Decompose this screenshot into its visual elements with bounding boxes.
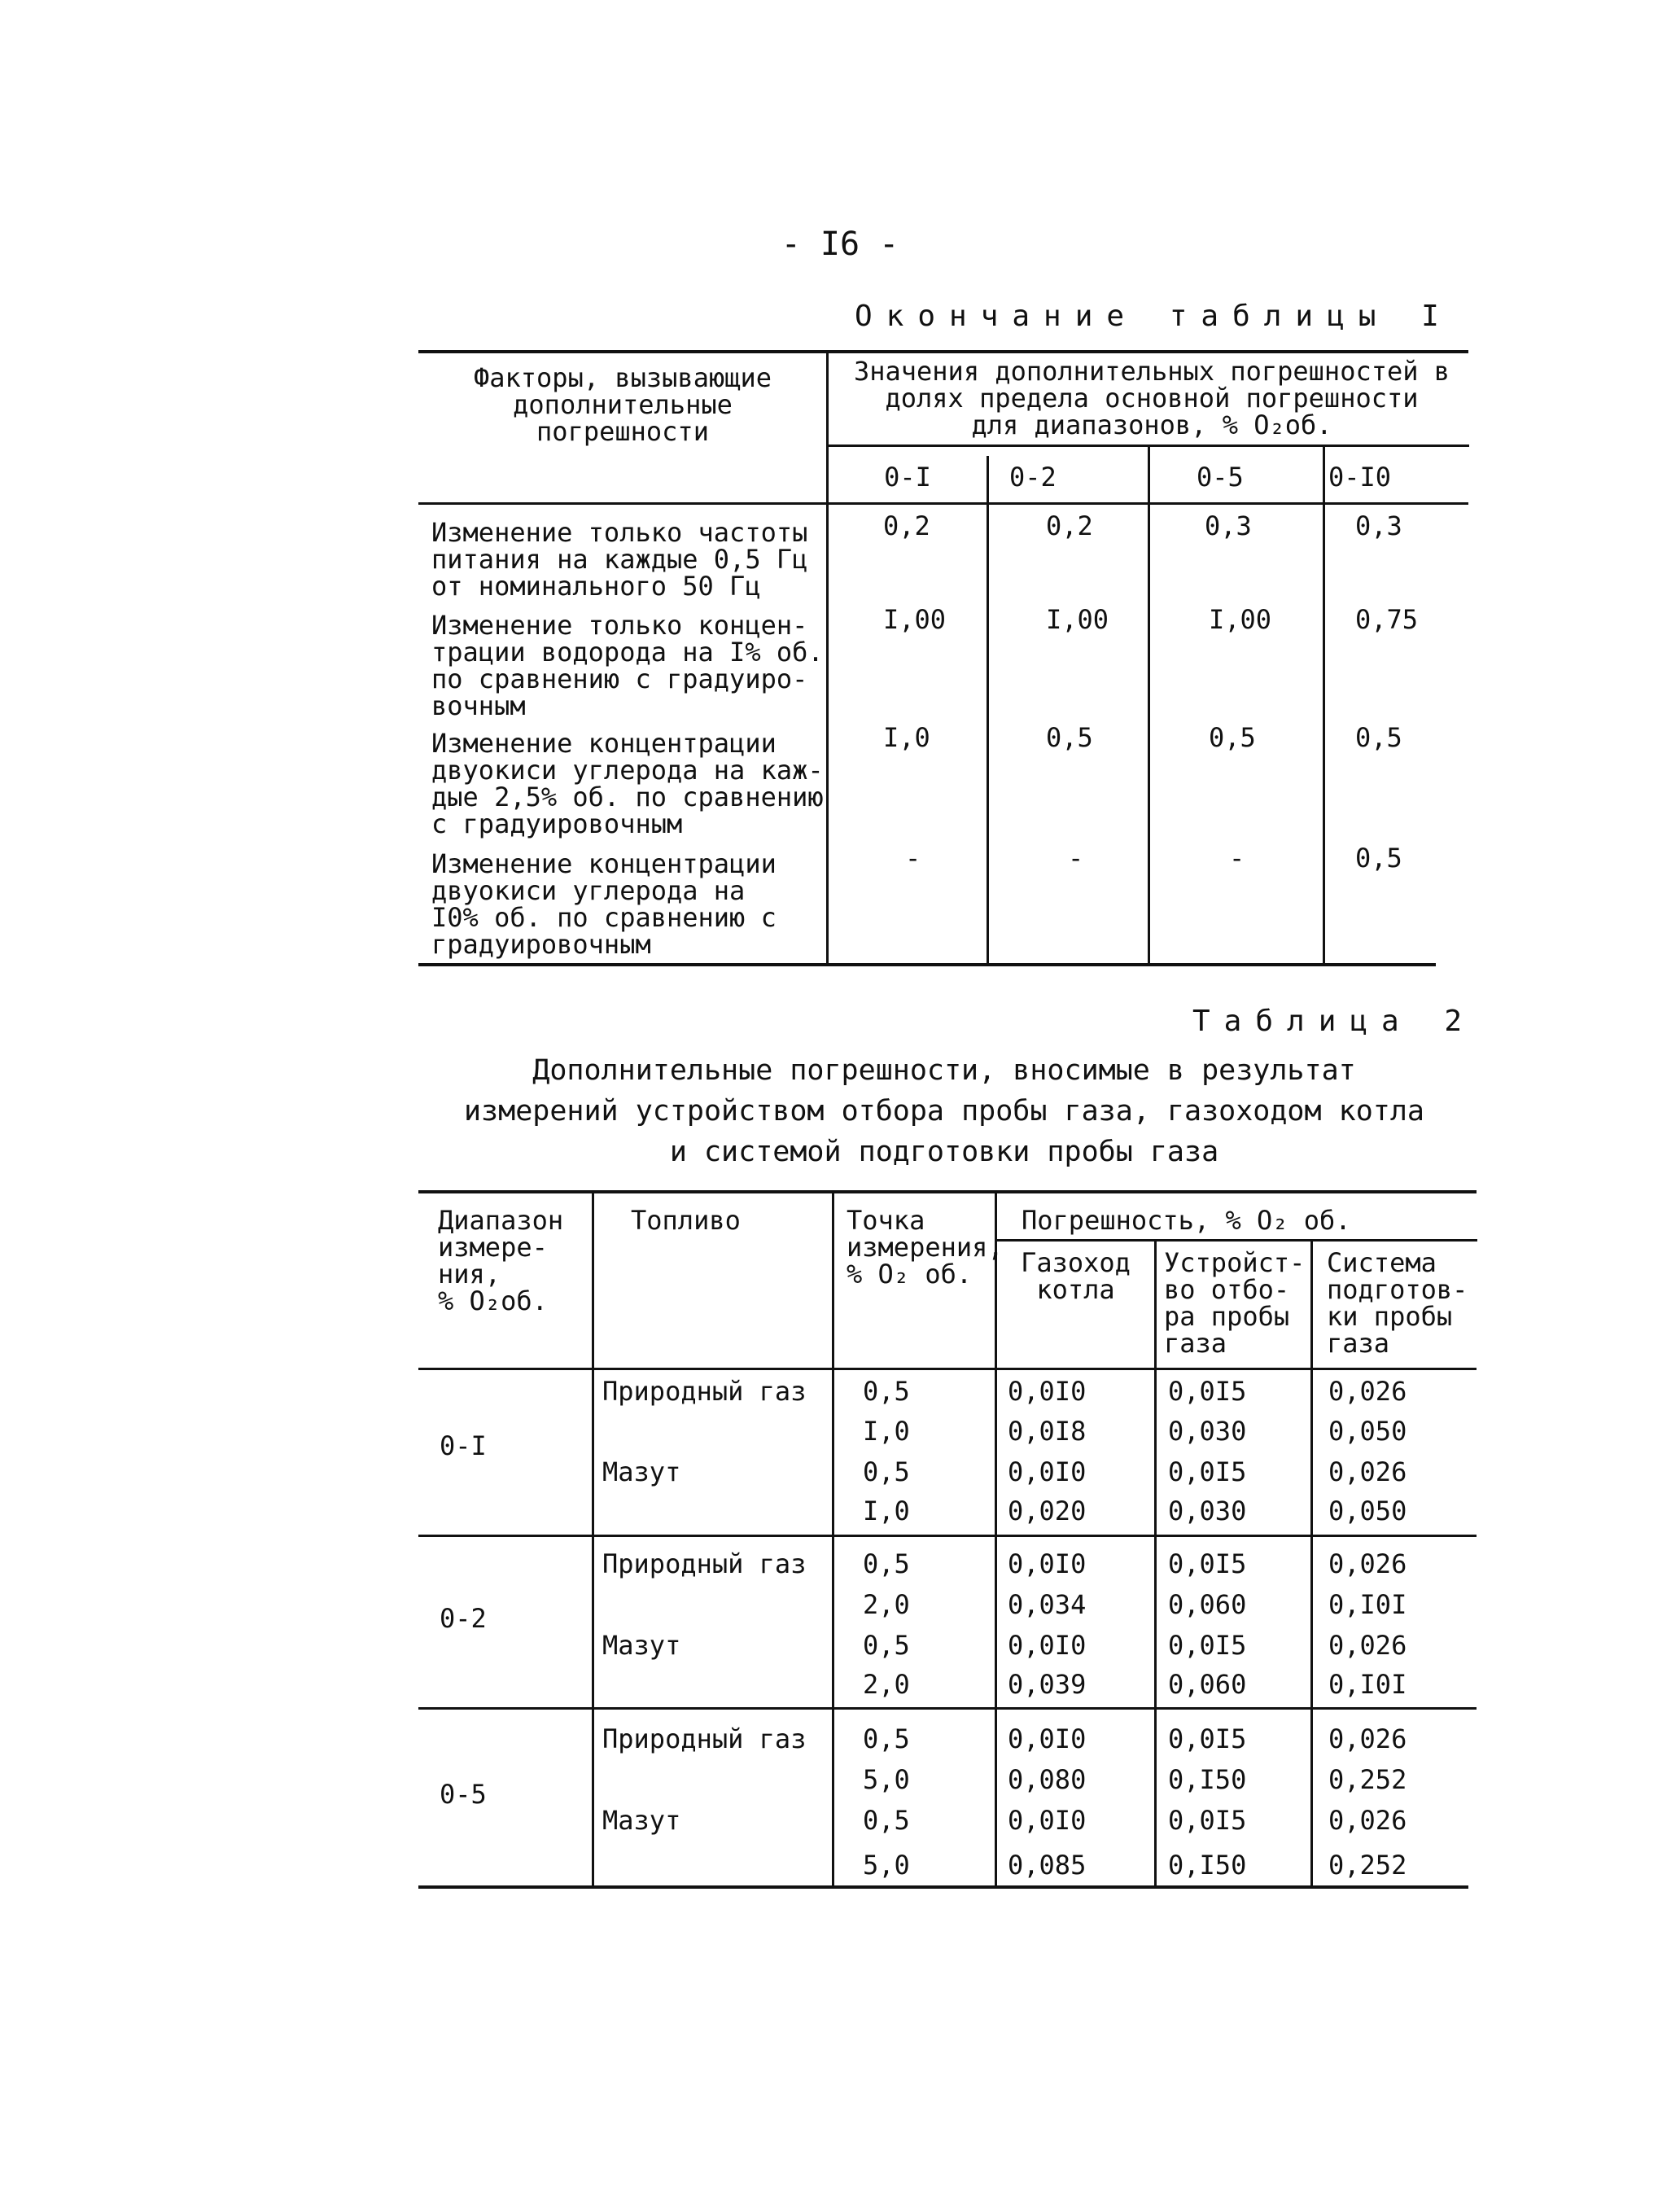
table2-g1-r1-fuel: Природный газ bbox=[602, 1376, 807, 1407]
table2-group2-rule bbox=[418, 1707, 1477, 1710]
table2-g2-r4-point: 2,0 bbox=[863, 1669, 910, 1700]
table2-g3-r1-point: 0,5 bbox=[863, 1723, 910, 1754]
table1-row2-factor: Изменение только концен- трации водорода на I% об. по сравнению с градуиро- вочным bbox=[431, 610, 824, 721]
table2-g3-r1-prep: 0,026 bbox=[1328, 1723, 1407, 1754]
table2-group3-range: 0-5 bbox=[440, 1779, 487, 1810]
table2-g3-r3-sampler: 0,0I5 bbox=[1168, 1805, 1247, 1836]
page-number: - I6 - bbox=[781, 226, 899, 263]
table1-vline-1 bbox=[987, 456, 989, 965]
table1-row3-v3: 0,5 bbox=[1209, 722, 1256, 753]
table2-group1-rule bbox=[418, 1535, 1477, 1537]
table1-range-0-2: 0-2 bbox=[1009, 462, 1057, 493]
table2-g1-r2-prep: 0,050 bbox=[1328, 1416, 1407, 1447]
table2-g1-r3-flue: 0,0I0 bbox=[1008, 1456, 1087, 1487]
table2-label: Таблица 2 bbox=[1192, 1005, 1477, 1038]
table2-g1-r2-sampler: 0,030 bbox=[1168, 1416, 1247, 1447]
table2-g3-r2-flue: 0,080 bbox=[1008, 1764, 1087, 1795]
table2-header-point: Точка измерения, % O₂ об. bbox=[847, 1205, 1004, 1290]
table1-row4-v3: - bbox=[1229, 843, 1245, 874]
table2-g2-r2-sampler: 0,060 bbox=[1168, 1589, 1247, 1620]
table2-g1-r1-prep: 0,026 bbox=[1328, 1376, 1407, 1407]
table2-g2-r1-point: 0,5 bbox=[863, 1548, 910, 1579]
table2-group-rule bbox=[997, 1239, 1477, 1242]
table2-g3-r1-fuel: Природный газ bbox=[602, 1723, 807, 1754]
table1-row1-v3: 0,3 bbox=[1205, 510, 1252, 541]
table2-g1-r3-prep: 0,026 bbox=[1328, 1456, 1407, 1487]
table1-bottom-rule bbox=[418, 963, 1436, 966]
table1-continuation-title: Окончание таблицы I bbox=[855, 300, 1453, 333]
table2-g3-r4-prep: 0,252 bbox=[1328, 1850, 1407, 1881]
table2-header-flue: Газоход котла bbox=[1021, 1247, 1131, 1305]
table2-g2-r2-point: 2,0 bbox=[863, 1589, 910, 1620]
table2-header-fuel: Топливо bbox=[631, 1205, 741, 1236]
table1-top-rule bbox=[418, 350, 1468, 353]
table1-row2-v4: 0,75 bbox=[1355, 604, 1419, 635]
table2-g1-r2-point: I,0 bbox=[863, 1416, 910, 1447]
table1-row1-factor: Изменение только частоты питания на каждые 0,5 Гц от номинального 50 Гц bbox=[431, 517, 808, 602]
table1-row2-v1: I,00 bbox=[883, 604, 947, 635]
table2-g3-r4-sampler: 0,I50 bbox=[1168, 1850, 1247, 1881]
table2-g3-r1-flue: 0,0I0 bbox=[1008, 1723, 1087, 1754]
table2-g3-r4-flue: 0,085 bbox=[1008, 1850, 1087, 1881]
table2-vline-sampler bbox=[1310, 1240, 1313, 1887]
table2-header-prep: Система подготов- ки пробы газа bbox=[1327, 1247, 1468, 1359]
table2-g2-r1-fuel: Природный газ bbox=[602, 1548, 807, 1579]
table2-group2-range: 0-2 bbox=[440, 1603, 487, 1634]
table2-g2-r3-fuel: Мазут bbox=[602, 1630, 681, 1661]
table2-g3-r4-point: 5,0 bbox=[863, 1850, 910, 1881]
table2-g1-r4-point: I,0 bbox=[863, 1496, 910, 1526]
table2-g2-r1-prep: 0,026 bbox=[1328, 1548, 1407, 1579]
table2-caption: Дополнительные погрешности, вносимые в результат измерений устройством отбора пробы газа, газоходом котла и системой подготовки пробы газа bbox=[463, 1054, 1425, 1168]
table2-g2-r3-flue: 0,0I0 bbox=[1008, 1630, 1087, 1661]
table2-vline-range bbox=[592, 1370, 594, 1887]
table2-g3-r2-point: 5,0 bbox=[863, 1764, 910, 1795]
table2-g1-r1-point: 0,5 bbox=[863, 1376, 910, 1407]
table2-g3-r3-flue: 0,0I0 bbox=[1008, 1805, 1087, 1836]
table2-g2-r2-prep: 0,I0I bbox=[1328, 1589, 1407, 1620]
table1-row1-v4: 0,3 bbox=[1355, 510, 1402, 541]
table1-row2-v3: I,00 bbox=[1209, 604, 1272, 635]
table1-row4-v4: 0,5 bbox=[1355, 843, 1402, 874]
table2-g2-r4-prep: 0,I0I bbox=[1328, 1669, 1407, 1700]
table1-header-values: Значения дополнительных погрешностей в долях предела основной погрешности для диапазонов, % O₂об. bbox=[853, 356, 1450, 440]
table2-g3-r2-sampler: 0,I50 bbox=[1168, 1764, 1247, 1795]
table2-g1-r4-sampler: 0,030 bbox=[1168, 1496, 1247, 1526]
table2-g1-r2-flue: 0,0I8 bbox=[1008, 1416, 1087, 1447]
table2-g1-r3-point: 0,5 bbox=[863, 1456, 910, 1487]
table2-g2-r3-sampler: 0,0I5 bbox=[1168, 1630, 1247, 1661]
table2-g1-r3-fuel: Мазут bbox=[602, 1456, 681, 1487]
table2-header-rule bbox=[418, 1368, 1477, 1370]
table2-g3-r2-prep: 0,252 bbox=[1328, 1764, 1407, 1795]
table1-row3-v2: 0,5 bbox=[1046, 722, 1093, 753]
table1-row3-factor: Изменение концентрации двуокиси углерода на каж- дые 2,5% об. по сравнению с градуировочным bbox=[431, 728, 824, 839]
table2-g3-r3-point: 0,5 bbox=[863, 1805, 910, 1836]
table1-range-0-1: 0-I bbox=[884, 462, 931, 493]
table1-vline-factors bbox=[826, 352, 829, 965]
table2-g2-r2-flue: 0,034 bbox=[1008, 1589, 1087, 1620]
table1-row4-v1: - bbox=[905, 843, 921, 874]
table1-row3-v4: 0,5 bbox=[1355, 722, 1402, 753]
table1-vline-2 bbox=[1148, 446, 1150, 965]
table1-subheader-rule bbox=[418, 502, 1468, 505]
table1-range-0-10: 0-I0 bbox=[1328, 462, 1392, 493]
table2-g1-r4-prep: 0,050 bbox=[1328, 1496, 1407, 1526]
table2-vline-range-header bbox=[592, 1192, 594, 1371]
table1-header-factors: Факторы, вызывающие дополнительные погрешности bbox=[473, 362, 772, 447]
table2-vline-fuel bbox=[832, 1192, 834, 1887]
table2-g1-r1-sampler: 0,0I5 bbox=[1168, 1376, 1247, 1407]
table1-row2-v2: I,00 bbox=[1046, 604, 1109, 635]
table2-header-sampler: Устройст- во отбо- ра пробы газа bbox=[1164, 1247, 1306, 1359]
table1-vline-3 bbox=[1323, 446, 1325, 965]
table2-group1-range: 0-I bbox=[440, 1430, 487, 1461]
table2-vline-flue bbox=[1154, 1240, 1157, 1887]
table2-g1-r4-flue: 0,020 bbox=[1008, 1496, 1087, 1526]
table1-row1-v1: 0,2 bbox=[883, 510, 930, 541]
table2-g2-r4-flue: 0,039 bbox=[1008, 1669, 1087, 1700]
table1-row3-v1: I,0 bbox=[883, 722, 930, 753]
table2-g2-r1-flue: 0,0I0 bbox=[1008, 1548, 1087, 1579]
table1-row4-v2: - bbox=[1068, 843, 1084, 874]
table2-g3-r3-fuel: Мазут bbox=[602, 1805, 681, 1836]
table1-range-0-5: 0-5 bbox=[1197, 462, 1244, 493]
table1-row4-factor: Изменение концентрации двуокиси углерода на I0% об. по сравнению с градуировочным bbox=[431, 848, 777, 960]
table2-g2-r1-sampler: 0,0I5 bbox=[1168, 1548, 1247, 1579]
table2-g3-r1-sampler: 0,0I5 bbox=[1168, 1723, 1247, 1754]
table2-header-range: Диапазон измере- ния, % O₂об. bbox=[438, 1205, 564, 1316]
table2-top-rule bbox=[418, 1190, 1477, 1193]
table2-g1-r1-flue: 0,0I0 bbox=[1008, 1376, 1087, 1407]
table2-g2-r4-sampler: 0,060 bbox=[1168, 1669, 1247, 1700]
table2-g1-r3-sampler: 0,0I5 bbox=[1168, 1456, 1247, 1487]
table1-row1-v2: 0,2 bbox=[1046, 510, 1093, 541]
table2-g2-r3-prep: 0,026 bbox=[1328, 1630, 1407, 1661]
table2-g2-r3-point: 0,5 bbox=[863, 1630, 910, 1661]
table2-header-error: Погрешность, % O₂ об. bbox=[1022, 1205, 1351, 1236]
table2-g3-r3-prep: 0,026 bbox=[1328, 1805, 1407, 1836]
